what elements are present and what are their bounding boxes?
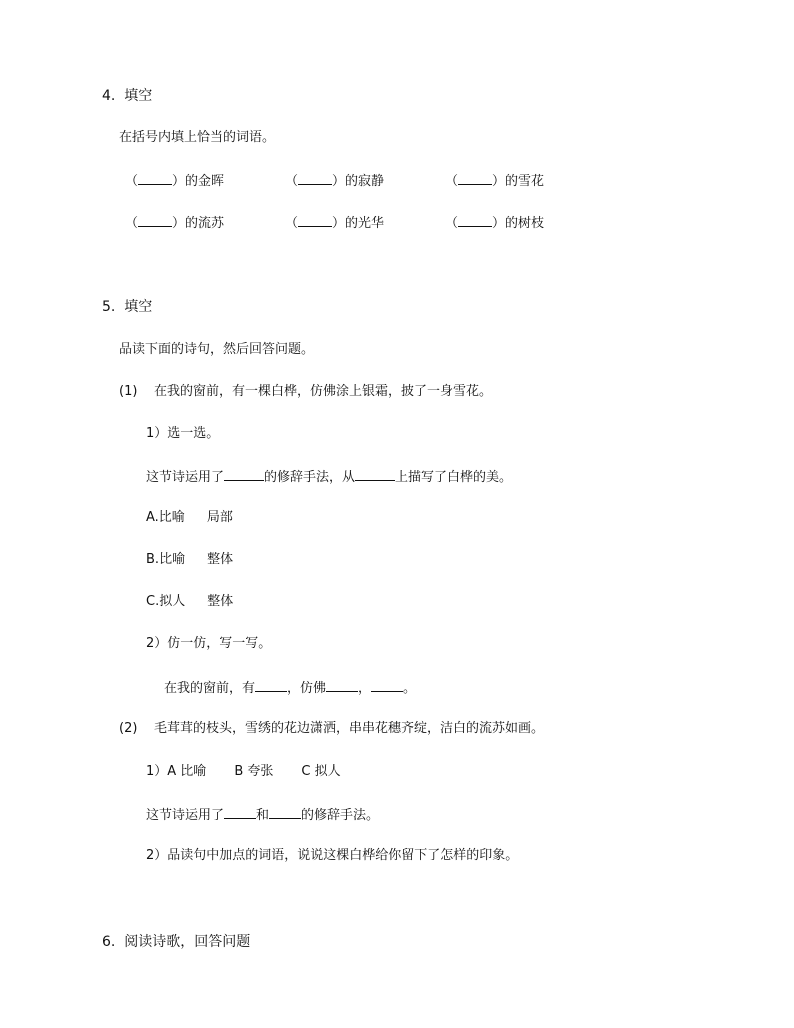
q4-title bbox=[102, 88, 152, 104]
q6-number: 6. bbox=[102, 934, 116, 950]
q4-heading: 填空 bbox=[124, 88, 153, 104]
choice-a[interactable]: A 比喻 bbox=[167, 764, 207, 779]
answer-blank[interactable] bbox=[298, 214, 332, 227]
q4-item-2: （ ）的寂静 bbox=[285, 174, 385, 189]
q4-item-5: （ ）的光华 bbox=[285, 216, 385, 231]
q4-item-4: （ ）的流苏 bbox=[125, 216, 225, 231]
answer-blank[interactable] bbox=[355, 468, 395, 481]
part2-sub2-question: 2）品读句中加点的词语，说说这棵白桦给你留下了怎样的印象。 bbox=[146, 848, 519, 863]
answer-blank[interactable] bbox=[298, 172, 332, 185]
q6-title bbox=[102, 934, 250, 950]
part2-sub1-question: 这节诗运用了 和 的修辞手法。 bbox=[146, 808, 380, 823]
answer-blank[interactable] bbox=[269, 806, 301, 819]
part1-poem: 在我的窗前，有一棵白桦，仿佛涂上银霜，披了一身雪花。 bbox=[153, 384, 492, 399]
choice-c[interactable]: C 拟人 bbox=[301, 764, 341, 779]
part1-sub1-label: 1）选一选。 bbox=[146, 426, 220, 441]
part1-sub2-template: 在我的窗前，有 ，仿佛 ， 。 bbox=[164, 681, 417, 696]
q5-heading: 填空 bbox=[124, 299, 153, 315]
part1-label: (1) bbox=[119, 384, 138, 399]
option-a[interactable]: A.比喻 局部 bbox=[146, 510, 233, 525]
q4-item-6: （ ）的树枝 bbox=[445, 216, 545, 231]
q5-part1-stem bbox=[119, 384, 492, 400]
q5-title bbox=[102, 299, 152, 315]
part1-sub1-question: 这节诗运用了 的修辞手法，从 上描写了白桦的美。 bbox=[146, 470, 513, 485]
q6-heading: 阅读诗歌，回答问题 bbox=[124, 934, 251, 950]
q4-item-1: （ ）的金晖 bbox=[125, 174, 225, 189]
answer-blank[interactable] bbox=[458, 172, 492, 185]
option-b[interactable]: B.比喻 整体 bbox=[146, 552, 234, 567]
part2-poem: 毛茸茸的枝头，雪绣的花边潇洒，串串花穗齐绽，洁白的流苏如画。 bbox=[153, 721, 544, 736]
answer-blank[interactable] bbox=[255, 679, 287, 692]
choice-b[interactable]: B 夸张 bbox=[234, 764, 274, 779]
answer-blank[interactable] bbox=[138, 214, 172, 227]
q5-part2-stem bbox=[119, 721, 544, 737]
q5-number: 5. bbox=[102, 299, 116, 315]
answer-blank[interactable] bbox=[138, 172, 172, 185]
q4-item-3: （ ）的雪花 bbox=[445, 174, 545, 189]
part2-sub1-choices: 1）A 比喻 B 夸张 C 拟人 bbox=[146, 764, 341, 779]
answer-blank[interactable] bbox=[458, 214, 492, 227]
part2-label: (2) bbox=[119, 721, 138, 736]
q4-instruction: 在括号内填上恰当的词语。 bbox=[119, 130, 276, 145]
answer-blank[interactable] bbox=[371, 679, 403, 692]
q5-instruction: 品读下面的诗句，然后回答问题。 bbox=[119, 342, 315, 357]
option-c[interactable]: C.拟人 整体 bbox=[146, 594, 234, 609]
part1-sub2-label: 2）仿一仿，写一写。 bbox=[146, 636, 272, 651]
answer-blank[interactable] bbox=[224, 468, 264, 481]
answer-blank[interactable] bbox=[224, 806, 256, 819]
q4-number: 4. bbox=[102, 88, 116, 104]
answer-blank[interactable] bbox=[326, 679, 358, 692]
